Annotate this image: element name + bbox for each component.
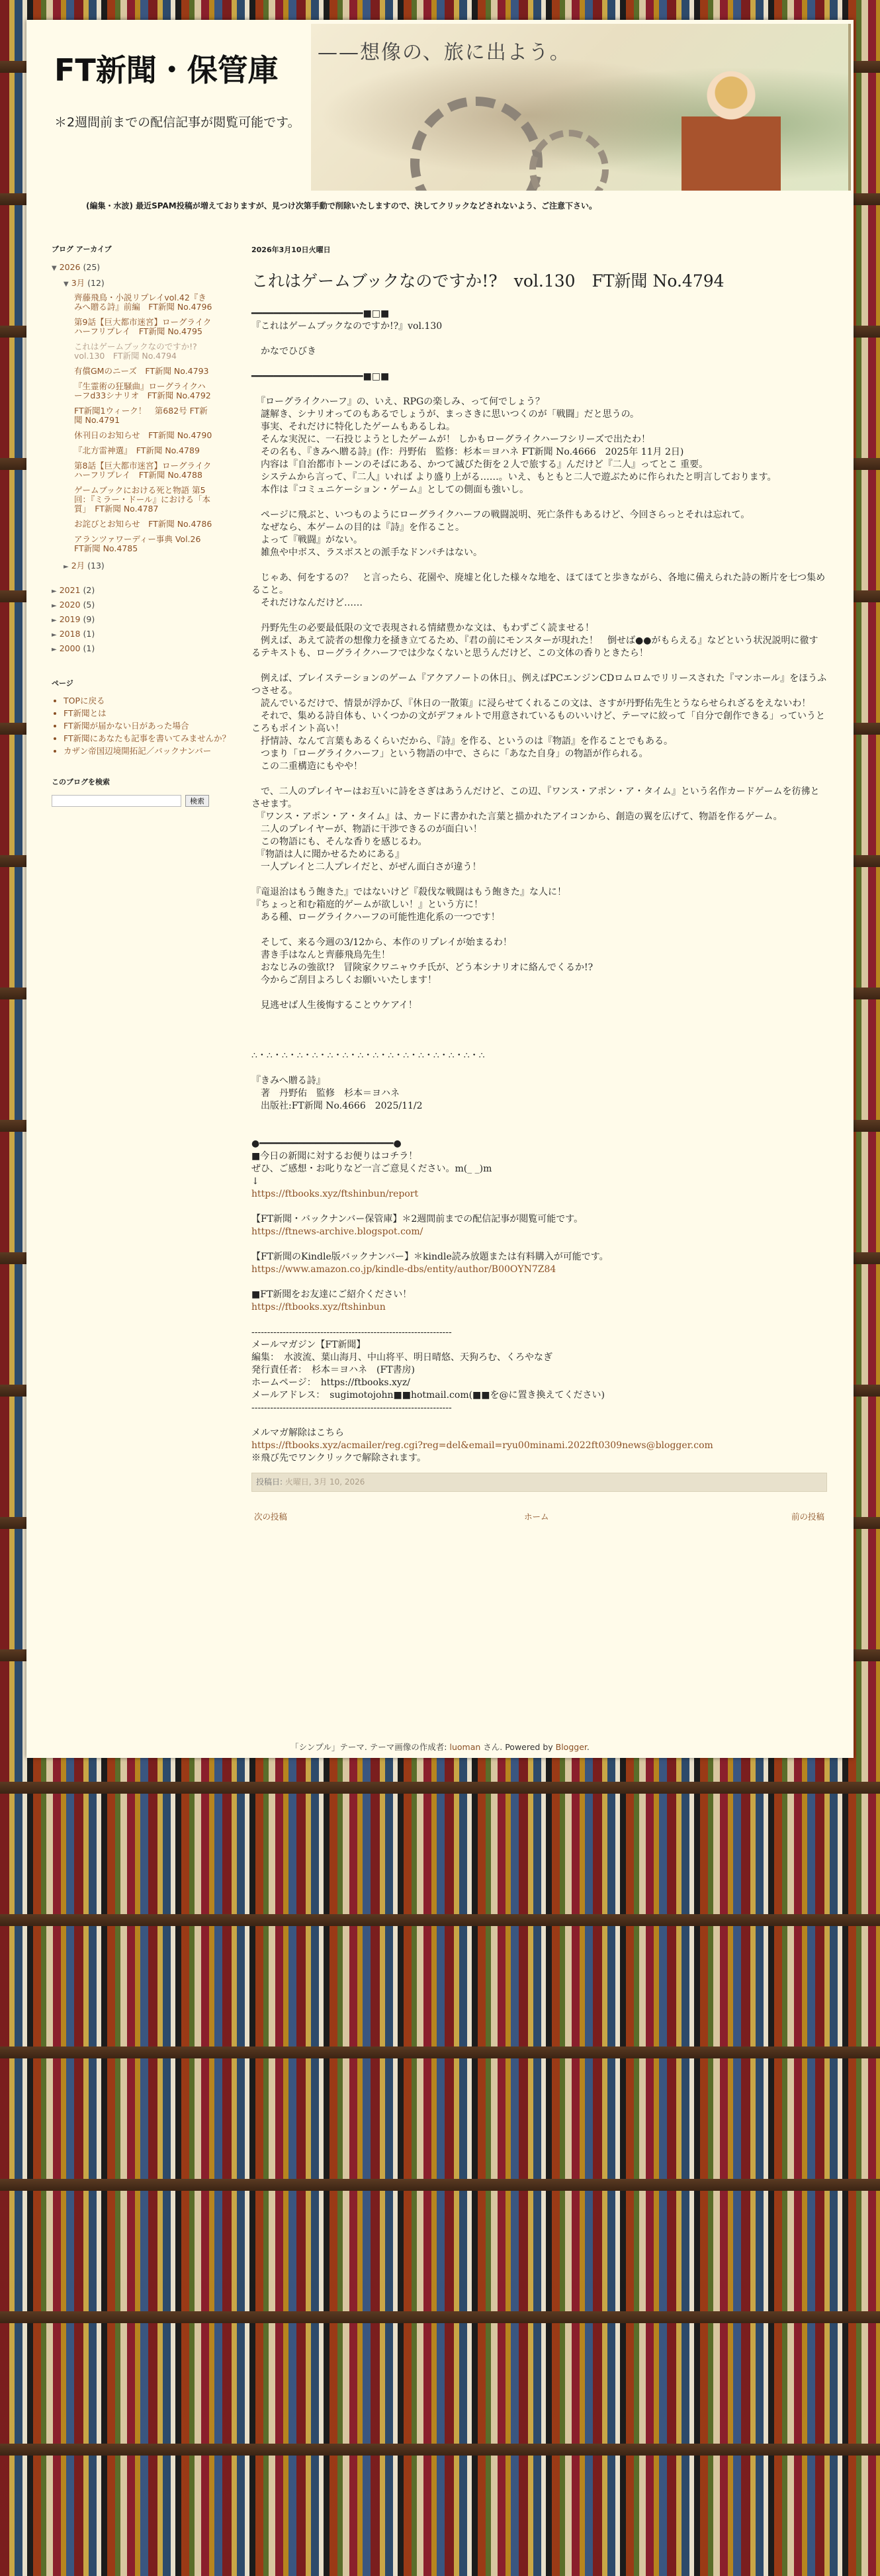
post-body-line: つまり「ローグライクハーフ」という物語の中で、さらに「あなた自身」の物語が作られる。 [251, 749, 648, 759]
newer-post-link[interactable]: 次の投稿 [254, 1512, 288, 1522]
post-body-line: ■今日の新聞に対するお便りはコチラ！ [251, 1151, 418, 1162]
collapse-arrow-icon[interactable]: ▼ [52, 265, 57, 272]
archive-year-link[interactable]: 2020 [59, 600, 81, 610]
post-body-link[interactable]: https://ftbooks.xyz/acmailer/reg.cgi?reg=del&email=ryu00minami.2022ft0309news@blogger.com [251, 1440, 713, 1451]
post-body-line: 『竜退治はもう飽きた』ではないけど『殺伐な戦闘はもう飽きた』な人に！ [251, 887, 566, 897]
archive-post-link[interactable]: 休刊日のお知らせ FT新聞 No.4790 [74, 430, 212, 440]
post-body-line: 一人プレイと二人プレイだと、がぜん面白さが違う！ [251, 862, 482, 872]
post-body-line: ∴・∴・∴・∴・∴・∴・∴・∴・∴・∴・∴・∴・∴・∴・∴・∴ [251, 1050, 485, 1061]
post-body-line [251, 1314, 827, 1326]
archive-count: (1) [83, 629, 95, 639]
home-link[interactable]: ホーム [524, 1512, 549, 1522]
expand-arrow-icon[interactable]: ► [52, 617, 57, 624]
post-body-line: ---------------------------------------------------------------- [251, 1403, 452, 1413]
post-body-link[interactable]: https://ftbooks.xyz/ftshinbun [251, 1302, 386, 1312]
pages-list [52, 696, 237, 756]
post-body-line [251, 383, 827, 396]
post-body-link[interactable]: https://ftnews-archive.blogspot.com/ [251, 1226, 423, 1237]
older-post-link[interactable]: 前の投稿 [791, 1512, 824, 1522]
post-body-line: 例えば、あえて読者の想像力を掻き立てるため、『君の前にモンスターが現れた！ 倒せば●●がもらえる』などという状況説明に徹するテキストも、ローグライクハーフでは少なくないと思うんだけど、この文体の香りときたら！ [251, 635, 818, 659]
post-body-line [251, 1025, 827, 1037]
post-body-line: ある種、ローグライクハーフの可能性進化系の一つです！ [251, 912, 500, 923]
post-body-line: 丹野先生の必要最低限の文で表現される情緒豊かな文は、もわずごく読ませる！ [251, 623, 594, 633]
post-body-line: じゃあ、何をするの？ と言ったら、花園や、廃墟と化した様々な地を、ほてほてと歩きながら、各地に備えられた詩の断片を七つ集めること。 [251, 573, 826, 596]
post-body-line: 本作は『コミュニケーション・ゲーム』としての側面も強いし。 [251, 484, 529, 495]
post-body-line: ■FT新聞をお友達にご紹介ください！ [251, 1289, 412, 1300]
post-body-line: ↓ [251, 1176, 259, 1187]
archive-post-current: これはゲームブックなのですか!? vol.130 FT新聞 No.4794 [74, 342, 206, 361]
post-body-line [251, 1037, 827, 1050]
collapse-arrow-icon[interactable]: ▼ [64, 281, 69, 288]
page-link[interactable]: • FT新聞が届かない日があった場合 [64, 721, 237, 731]
post-title: これはゲームブックなのですか!? vol.130 FT新聞 No.4794 [251, 271, 725, 291]
post-body-line [251, 559, 827, 572]
header [26, 20, 854, 193]
archive-post-link[interactable]: お詫びとお知らせ FT新聞 No.4786 [74, 519, 212, 529]
archive-count: (9) [83, 614, 95, 624]
archive-post-link[interactable]: 『北方雷神選』 FT新聞 No.4789 [74, 445, 200, 455]
post-body-link[interactable]: https://www.amazon.co.jp/kindle-dbs/entity/author/B00OYN7Z84 [251, 1264, 556, 1275]
post-body-line: 出版社:FT新聞 No.4666 2025/11/2 [251, 1101, 423, 1111]
archive-year-2000[interactable] [52, 643, 237, 653]
post-timestamp-link[interactable]: 火曜日, 3月 10, 2026 [285, 1477, 365, 1487]
archive-count: (5) [83, 600, 95, 610]
blogger-link[interactable]: Blogger [555, 1742, 587, 1752]
post-body-line [251, 1062, 827, 1075]
post-body-line: 著 丹野佑 監修 杉本＝ヨハネ [251, 1088, 400, 1099]
page-link[interactable]: • FT新聞にあなたも記事を書いてみませんか？ [64, 734, 237, 743]
post-body-line: 謎解き、シナリオってのもあるでしょうが、まっさきに思いつくのが「戦闘」だと思うの。 [251, 409, 640, 420]
post-body-line: その名も、『きみへ贈る詩』(作：丹野佑 監修：杉本＝ヨハネ FT新聞 No.4666 2025年 11月 2日) [251, 447, 684, 457]
post-body-line: それで、集める詩自体も、いくつかの文がデフォルトで用意されているものいいけど、テーマに絞って「自分で創作できる」っていうところもポイント高い！ [251, 711, 826, 734]
character-illustration [682, 64, 781, 191]
post-body-line: 発行責任者： 杉本＝ヨハネ (FT書房) [251, 1365, 415, 1375]
archive-year-2019[interactable] [52, 614, 237, 624]
post-body-line: そんな実況に、一石投じようとしたゲームが！ しかもローグライクハーフシリーズで出たわ！ [251, 434, 650, 445]
post-body-line: 雑魚や中ボス、ラスボスとの派手なドンパチはない。 [251, 547, 483, 558]
post-body-line: なぜなら、本ゲームの目的は『詩』を作ること。 [251, 522, 464, 533]
post-body-line: かなでひびき [251, 346, 316, 357]
archive-month-february[interactable] [64, 559, 237, 571]
post-body-line [251, 1276, 827, 1289]
archive-month-march[interactable] [64, 277, 237, 289]
page-container [26, 20, 854, 1758]
archive-year-link[interactable]: 2021 [59, 585, 81, 595]
archive-count: (12) [87, 278, 105, 288]
post-body-line: 今からご刮目よろしくお願いいたします！ [251, 975, 437, 986]
post-body-line: ページに飛ぶと、いつものようにローグライクハーフの戦闘説明、死亡条件もあるけど、今回さらっとそれは忘れて。 [251, 510, 750, 520]
date-header: 2026年3月10日火曜日 [251, 246, 331, 254]
site-description: ＊2週間前までの配信記事が閲覧可能です。 [54, 115, 300, 130]
archive-post-link[interactable]: ゲームブックにおける死と物語 第5回：『ミラー・ドール』における「本質」 FT新聞 No.4787 [74, 485, 211, 514]
archive-post-link[interactable]: アランツァワーディー事典 Vol.26 FT新聞 No.4785 [74, 534, 209, 553]
post-body-line: ━━━━━━━━━━━━━━━━━━━━■□■ [251, 308, 390, 319]
post-body-line: この二重構造にもやや！ [251, 761, 363, 772]
post-body-line: 編集： 水波流、葉山海月、中山将平、明日晴悠、天狗ろむ、くろやなぎ [251, 1352, 552, 1363]
archive-year-link[interactable]: 2018 [59, 629, 81, 639]
expand-arrow-icon[interactable]: ► [52, 602, 57, 610]
archive-year-link[interactable]: 2026 [59, 262, 81, 272]
archive-post-link[interactable]: FT新聞1ウィーク！ 第682号 FT新聞 No.4791 [74, 406, 208, 425]
page-link[interactable]: • FT新聞とは [64, 709, 237, 718]
post-body-line: 『きみへ贈る詩』 [251, 1076, 326, 1086]
archive-month-link[interactable]: 2月 [71, 561, 85, 571]
post-body-line: 【FT新聞・バックナンバー保管庫】＊2週間前までの配信記事が閲覧可能です。 [251, 1214, 584, 1224]
attribution [26, 1741, 854, 1753]
post-body-line [251, 924, 827, 937]
post-body-line: 二人のプレイヤーが、物語に干渉できるのが面白い！ [251, 824, 482, 835]
expand-arrow-icon[interactable]: ► [52, 588, 57, 595]
post-body-line: で、二人のプレイヤーはお互いに詩をさぎはあうんだけど、この辺、『ワンス・アポン・ア・タイム』という名作カードゲームを彷彿とさせます。 [251, 786, 820, 809]
pages-widget-title: ページ [52, 679, 73, 688]
archive-count: (2) [83, 585, 95, 595]
post-body [251, 308, 827, 1465]
gear-illustration [410, 97, 543, 191]
theme-author-link[interactable]: luoman [449, 1742, 481, 1752]
post-body-line [251, 333, 827, 345]
post-footer [251, 1473, 827, 1492]
archive-year-2026[interactable] [52, 262, 237, 272]
search-button[interactable]: 検索 [185, 795, 209, 807]
archive-count: (13) [87, 561, 105, 571]
post-body-line: ---------------------------------------------------------------- [251, 1327, 452, 1338]
page-link[interactable]: • TOPに戻る [64, 696, 237, 706]
post-body-line: 『ちょっと和む箱庭的ゲームが欲しい！』という方に！ [251, 899, 483, 910]
expand-arrow-icon[interactable]: ► [64, 563, 69, 571]
posted-on-label: 投稿日: [256, 1477, 283, 1487]
archive-year-2020[interactable] [52, 600, 237, 610]
expand-arrow-icon[interactable]: ► [52, 646, 57, 653]
post-body-line [251, 1113, 827, 1125]
post-body-line: 例えば、プレイステーションのゲーム『アクアノートの休日』、例えばPCエンジンCDロムロムでリリースされた『マンホール』をほうふつさせる。 [251, 673, 827, 696]
archive-count: (25) [83, 262, 101, 272]
post-body-line [251, 1125, 827, 1138]
archive-post-link[interactable]: 有償GMのニーズ FT新聞 No.4793 [74, 366, 209, 376]
archive-count: (1) [83, 643, 95, 653]
archive-year-link[interactable]: 2019 [59, 614, 81, 624]
banner-text: ——想像の、旅に出よう。 [318, 41, 571, 64]
post-body-line: システムから言って、『二人』いれば より盛り上がる……。いえ、もともと二人で遊ぶために作られたと明言しております。 [251, 472, 777, 483]
post-body-line: この物語にも、そんな香りを感じるわ。 [251, 837, 427, 847]
archive-widget-title: ブログ アーカイブ [52, 245, 112, 253]
post-body-line: 『物語は人に聞かせるためにある』 [251, 849, 404, 860]
post-body-line: メルマガ解除はこちら [251, 1428, 344, 1438]
post-body-link[interactable]: https://ftbooks.xyz/ftshinbun/report [251, 1189, 419, 1199]
archive-month-link[interactable]: 3月 [71, 278, 85, 288]
header-banner-image [311, 24, 851, 191]
post-body-line: 【FT新聞のKindle版バックナンバー】＊kindle読み放題または有料購入が可能です。 [251, 1252, 609, 1262]
post-body-line: 『ワンス・アポン・ア・タイム』は、カードに書かれた言葉と描かれたアイコンから、創造の翼を広げて、物語を作るゲーム。 [251, 811, 783, 822]
post-body-line: ※飛び先でワンクリックで解除されます。 [251, 1453, 427, 1463]
post-body-line: メールマガジン【FT新聞】 [251, 1340, 366, 1350]
post-body-line: 書き手はなんと齊藤飛鳥先生！ [251, 950, 390, 960]
search-input[interactable] [52, 795, 181, 807]
attribution-suffix: . [586, 1742, 590, 1752]
sidebar [52, 244, 237, 807]
post-body-line [251, 496, 827, 509]
post-body-line [251, 610, 827, 622]
post-body-line: 見逃せば人生後悔することウケアイ！ [251, 1000, 418, 1011]
post-body-line [251, 987, 827, 999]
post-body-line: そして、来る今週の3/12から、本作のリプレイが始まるわ！ [251, 937, 512, 948]
post-body-line: それだけなんだけど…… [251, 598, 363, 608]
attribution-prefix: 「シンプル」テーマ. テーマ画像の作成者: [290, 1742, 450, 1752]
post-body-line: 事実、それだけに特化したゲームもあるしね。 [251, 422, 455, 432]
spam-notice: (編集・水波) 最近SPAM投稿が増えておりますが、見つけ次第手動で削除いたしますので、決してクリックなどされないよう、ご注意下さい。 [86, 201, 597, 210]
archive-post-list [74, 293, 213, 553]
post-body-line [251, 1201, 827, 1213]
post-body-line: メールアドレス： sugimotojohn■■hotmail.com(■■を@に置き換えてください) [251, 1390, 605, 1401]
archive-post-link[interactable]: 第9話【巨大都市迷宮】ローグライクハーフリプレイ FT新聞 No.4795 [74, 317, 212, 336]
post-body-line [251, 358, 827, 371]
site-title[interactable]: FT新聞・保管庫 [54, 52, 279, 88]
archive-year-link[interactable]: 2000 [59, 643, 81, 653]
post-body-line: おなじみの強欲!? 冒険家クワニャウチ氏が、どう本シナリオに絡んでくるか!? [251, 962, 594, 973]
main-content [251, 244, 827, 1524]
attribution-middle: さん. Powered by [480, 1742, 556, 1752]
post-body-line [251, 773, 827, 786]
archive-post-link[interactable]: 『生霊術の狂騒曲』ローグライクハーフd33シナリオ FT新聞 No.4792 [74, 381, 211, 400]
post-body-line: 読んでいるだけで、情景が浮かび、『休日の一散策』に浸らせてくれるこの文は、さすが丹野佑先生とうならせられざるをえないわ！ [251, 698, 811, 709]
post-body-line [251, 660, 827, 672]
post-body-line: ぜひ、ご感想・お叱りなど一言ご意見ください。m(_ _)m [251, 1164, 492, 1174]
gear-illustration-small [529, 130, 609, 191]
archive-year-2018[interactable] [52, 629, 237, 639]
search-form [52, 795, 237, 807]
post-body-line [251, 874, 827, 886]
page-link[interactable]: • カザン帝国辺境開拓記／バックナンバー [64, 747, 237, 756]
post-body-line [251, 1414, 827, 1427]
expand-arrow-icon[interactable]: ► [52, 631, 57, 639]
archive-post-link[interactable]: 第8話【巨大都市迷宮】ローグライクハーフリプレイ FT新聞 No.4788 [74, 461, 212, 480]
post-body-line: ━━━━━━━━━━━━━━━━━━━━■□■ [251, 371, 390, 382]
post-body-line: ホームページ： https://ftbooks.xyz/ [251, 1377, 410, 1388]
post-body-line: よって『戦闘』がない。 [251, 535, 363, 545]
search-widget-title: このブログを検索 [52, 778, 110, 786]
post-body-line: 抒情詩、なんて言葉もあるくらいだから、『詩』を作る、というのは『物語』を作ることでもある。 [251, 736, 673, 747]
post-body-line: 内容は『自治都市トーンのそばにある、かつて滅びた街を２人で旅する』んだけど『二人』ってとこ 重要。 [251, 459, 709, 470]
post-body-line: 『これはゲームブックなのですか!?』vol.130 [251, 321, 443, 332]
post-body-line: 『ローグライクハーフ』の、いえ、RPGの楽しみ、って何でしょう？ [251, 396, 545, 407]
post-body-line [251, 1012, 827, 1025]
post-body-line [251, 1238, 827, 1251]
archive-year-2021[interactable] [52, 585, 237, 595]
blog-pager [251, 1510, 827, 1524]
post-body-line: ●━━━━━━━━━━━━━━━━━━━━━━━━● [251, 1138, 402, 1149]
archive-post-link[interactable]: 齊藤飛鳥・小説リプレイvol.42『きみへ贈る詩』前編 FT新聞 No.4796 [74, 293, 212, 312]
